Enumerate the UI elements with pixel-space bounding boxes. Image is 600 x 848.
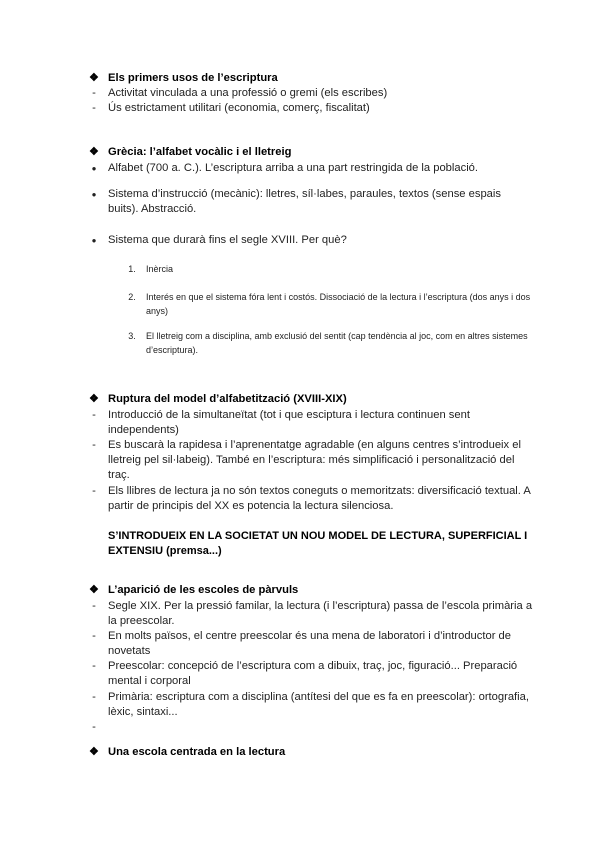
bullet-icon: ● (91, 236, 97, 245)
list-item (92, 86, 538, 101)
heading-text: Els primers usos de l’escriptura (108, 72, 278, 84)
list-item (92, 438, 538, 483)
list-item (91, 233, 538, 248)
item-text: En molts països, el centre preescolar és una mena de laboratori i d’introductor de novetats (108, 630, 511, 657)
list-item (92, 690, 538, 720)
dash-marker: - (92, 485, 96, 497)
item-text: Ús estrictament utilitari (economia, comerç, fiscalitat) (108, 102, 370, 114)
bullet-icon: ● (91, 164, 97, 173)
item-text: Inèrcia (146, 264, 174, 274)
numbered-item (128, 262, 538, 276)
item-text: Interés en que el sistema fóra lent i costós. Dissociació de la lectura i l’escriptura (dos anys i dos anys) (146, 292, 531, 316)
emphasis-statement: S’INTRODUEIX EN LA SOCIETAT UN NOU MODEL DE LECTURA, SUPERFICIAL I EXTENSIU (premsa...) (108, 530, 528, 557)
item-text: Preescolar: concepció de l’escriptura com a dibuix, traç, joc, figuració... Preparació mental i corporal (108, 660, 518, 687)
diamond-bullet-icon: ❖ (88, 746, 100, 758)
item-text: Sistema que durarà fins el segle XVIII. Per què? (108, 234, 347, 246)
item-number: 2. (128, 292, 136, 302)
numbered-item (128, 329, 538, 357)
item-text: Primària: escriptura com a disciplina (antítesi del que es fa en preescolar): ortografia, lèxic, sintaxi... (108, 691, 529, 718)
section-heading (88, 583, 538, 598)
item-text: Els llibres de lectura ja no són textos coneguts o memoritzats: diversificació textual. A partir de principis del XX es potencia la lectura silenciosa. (108, 485, 531, 512)
heading-text: Una escola centrada en la lectura (108, 746, 286, 758)
section-heading (88, 392, 538, 407)
item-text: Sistema d’instrucció (mecànic): lletres, síl·labes, paraules, textos (sense espais buits). Abstracció. (108, 188, 501, 215)
dash-marker: - (92, 102, 96, 114)
bullet-icon: ● (91, 190, 97, 199)
item-text: Segle XIX. Per la pressió familar, la lectura (i l’escriptura) passa de l’escola primària a la preescolar. (108, 600, 533, 627)
diamond-bullet-icon: ❖ (88, 584, 100, 596)
item-text: El lletreig com a disciplina, amb exclusió del sentit (cap tendència al joc, com en altres sistemes d’escriptura). (146, 331, 528, 355)
heading-text: Ruptura del model d’alfabetització (XVIII-XIX) (108, 393, 347, 405)
list-item (92, 484, 538, 514)
dash-marker: - (92, 630, 96, 642)
section-heading (88, 71, 538, 86)
dash-marker: - (92, 409, 96, 421)
heading-text: Grècia: l’alfabet vocàlic i el lletreig (108, 146, 292, 158)
item-number: 1. (128, 264, 136, 274)
heading-text: L’aparició de les escoles de pàrvuls (108, 584, 299, 596)
dash-marker: - (92, 691, 96, 703)
numbered-item (128, 290, 538, 318)
diamond-bullet-icon: ❖ (88, 146, 100, 158)
list-item (92, 101, 538, 116)
item-text: Introducció de la simultaneïtat (tot i que esciptura i lectura continuen sent independents) (108, 409, 470, 436)
list-item (92, 599, 538, 629)
section-heading (88, 745, 538, 760)
item-text: Activitat vinculada a una professió o gremi (els escribes) (108, 87, 388, 99)
list-item (92, 659, 538, 689)
list-item (91, 187, 518, 217)
diamond-bullet-icon: ❖ (88, 393, 100, 405)
dash-marker: - (92, 721, 96, 733)
dash-marker: - (92, 600, 96, 612)
list-item (92, 629, 518, 659)
item-text: Es buscarà la rapidesa i l’aprenentatge agradable (en alguns centres s’introdueix el lletreig pel sil·labeig). També en l’escriptura: més simplificació i personalització del traç. (108, 439, 521, 481)
list-item (92, 408, 508, 438)
section-heading (88, 145, 538, 160)
dash-marker: - (92, 660, 96, 672)
item-number: 3. (128, 331, 136, 341)
diamond-bullet-icon: ❖ (88, 72, 100, 84)
dash-marker: - (92, 439, 96, 451)
dash-marker: - (92, 87, 96, 99)
list-item (91, 161, 538, 176)
item-text: Alfabet (700 a. C.). L’escriptura arriba a una part restringida de la població. (108, 162, 479, 174)
